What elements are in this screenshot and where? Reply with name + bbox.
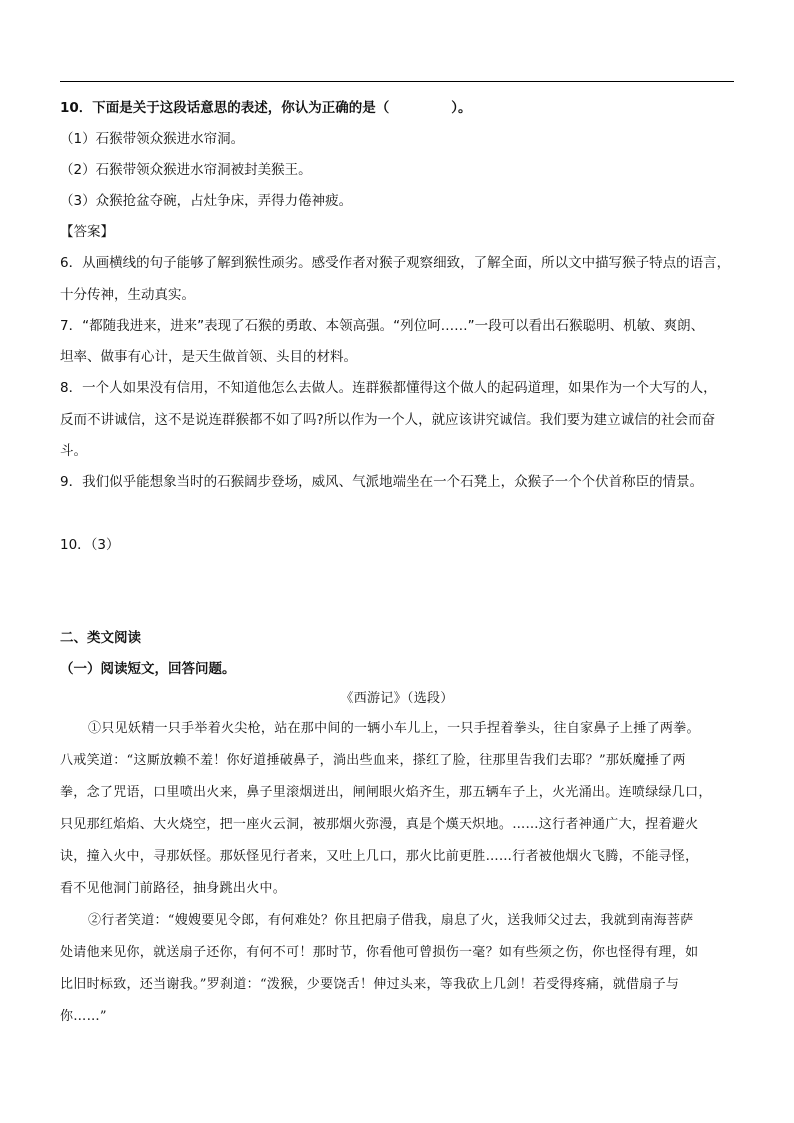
answer-line: 坦率、做事有心计，是天生做首领、头目的材料。 bbox=[60, 349, 357, 365]
answer-line: 6．从画横线的句子能够了解到猴性顽劣。感受作者对猴子观察细致，了解全面，所以文中描写猴子特点的语言， bbox=[60, 255, 731, 271]
passage-line: 看不见他洞门前路径，抽身跳出火中。 bbox=[60, 881, 287, 896]
part-1-title: （一）阅读短文，回答问题。 bbox=[60, 661, 236, 677]
question-10-stem-end: ）。 bbox=[451, 100, 472, 116]
passage-title: 《西游记》（选段） bbox=[340, 691, 454, 706]
header-rule bbox=[60, 81, 734, 82]
answer-line: 9．我们似乎能想象当时的石猴阔步登场，威风、气派地端坐在一个石凳上，众猴子一个个伏首称臣的情景。 bbox=[60, 474, 704, 490]
passage-line: 诀，撞入火中，寻那妖怪。那妖怪见行者来，又吐上几口，那火比前更胜……行者被他烟火飞腾，不能寻怪， bbox=[60, 849, 699, 864]
answer-line: 反而不讲诚信，这不是说连群猴都不如了吗?所以作为一个人，就应该讲究诚信。我们要为建立诚信的社会而奋 bbox=[60, 412, 716, 428]
question-10-option: （2）石猴带领众猴进水帘洞被封美猴王。 bbox=[60, 162, 312, 178]
answer-line: 8．一个人如果没有信用，不知道他怎么去做人。连群猴都懂得这个做人的起码道理，如果作为一个大写的人， bbox=[60, 380, 717, 396]
question-10-stem-start: 10．下面是关于这段话意思的表述，你认为正确的是（ bbox=[60, 100, 390, 116]
section-2-title: 二、类文阅读 bbox=[60, 630, 141, 646]
answer-line: 十分传神，生动真实。 bbox=[60, 287, 195, 303]
question-10-stem bbox=[60, 98, 472, 118]
answer-line: 7．“都随我进来，进来”表现了石猴的勇敢、本领高强。“列位呵……”一段可以看出石猴聪明、机敏、爽朗、 bbox=[60, 318, 705, 334]
passage-line: 你……” bbox=[60, 1009, 107, 1024]
answer-line: 斗。 bbox=[60, 443, 87, 459]
answer-heading: 【答案】 bbox=[60, 224, 114, 240]
passage-line: 比旧时标致，还当谢我。”罗刹道：“泼猴，少要饶舌！伸过头来，等我砍上几剑！若受得疼痛，就借扇子与 bbox=[60, 977, 680, 992]
passage-line: 八戒笑道：“这厮放赖不羞！你好道捶破鼻子，淌出些血来，搽红了脸，往那里告我们去耶？”那妖魔捶了两 bbox=[60, 753, 686, 768]
passage-line: 只见那红焰焰、大火烧空，把一座火云洞，被那烟火弥漫，真是个熯天炽地。……这行者神通广大，捏着避火 bbox=[60, 817, 699, 832]
passage-line: ①只见妖精一只手举着火尖枪，站在那中间的一辆小车儿上，一只手捏着拳头，往自家鼻子上捶了两拳。 bbox=[88, 721, 700, 736]
question-10-option: （1）石猴带领众猴进水帘洞。 bbox=[60, 131, 245, 147]
passage-line: 处请他来见你，就送扇子还你，有何不可！那时节，你看他可曾损伤一毫？如有些须之伤，你也怪得有理，如 bbox=[60, 945, 699, 960]
passage-line: 拳，念了咒语，口里喷出火来，鼻子里滚烟迸出，闸闸眼火焰齐生，那五辆车子上，火光涌出。连喷绿绿几口， bbox=[60, 785, 712, 800]
question-10-option: （3）众猴抢盆夺碗，占灶争床，弄得力倦神疲。 bbox=[60, 193, 353, 209]
passage-line: ②行者笑道：“嫂嫂要见令郎，有何难处？你且把扇子借我，扇息了火，送我师父过去，我就到南海菩萨 bbox=[88, 913, 694, 928]
answer-10: 10．（3） bbox=[60, 537, 120, 553]
